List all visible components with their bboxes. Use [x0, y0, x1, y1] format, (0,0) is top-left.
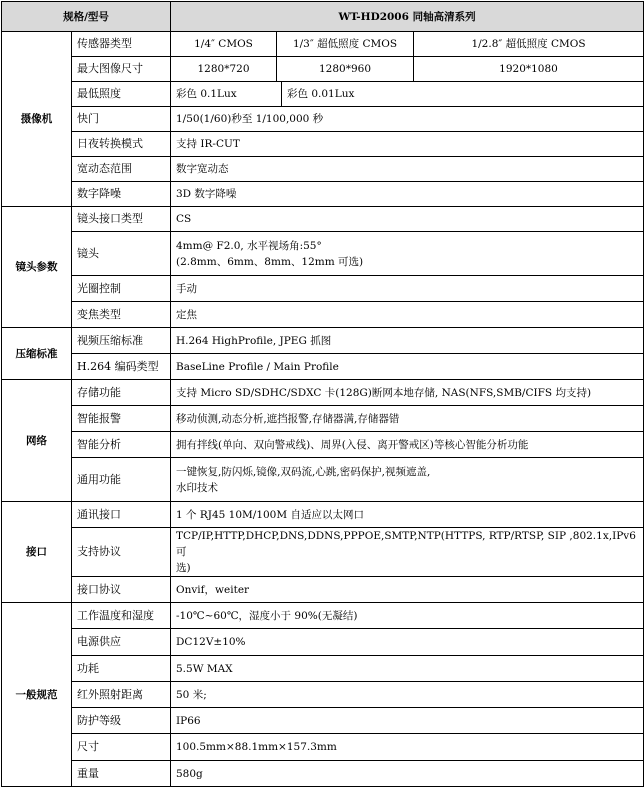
resolution-value-2: 1280*960	[277, 57, 414, 82]
header-model: WT-HD2006 同轴高清系列	[171, 2, 644, 32]
label-power: 电源供应	[72, 629, 171, 656]
label-lens: 镜头	[72, 232, 171, 276]
label-wdr: 宽动态范围	[72, 157, 171, 182]
label-temp: 工作温度和湿度	[72, 603, 171, 629]
header-label: 规格/型号	[2, 2, 171, 32]
weight-value: 580g	[171, 761, 644, 787]
temp-value: -10℃~60℃，湿度小于 90%(无凝结)	[171, 603, 644, 629]
alarm-value: 移动侦测,动态分析,遮挡报警,存储器满,存储器错	[171, 406, 644, 432]
label-comm: 通讯接口	[72, 502, 171, 528]
dnr-value: 3D 数字降噪	[171, 182, 644, 207]
lens-value	[171, 232, 644, 276]
label-general-functions: 通用功能	[72, 458, 171, 502]
lens-mount-value: CS	[171, 207, 644, 232]
iris-value: 手动	[171, 276, 644, 302]
category-camera: 摄像机	[2, 32, 72, 207]
illumination-value-1: 彩色 0.1Lux	[171, 82, 282, 107]
illumination-value-2: 彩色 0.01Lux	[282, 82, 644, 107]
comm-value: 1 个 RJ45 10M/100M 自适应以太网口	[171, 502, 644, 528]
label-storage: 存储功能	[72, 380, 171, 406]
power-value: DC12V±10%	[171, 629, 644, 656]
sensor-value-2: 1/3″ 超低照度 CMOS	[277, 32, 414, 57]
sensor-value-3: 1/2.8″ 超低照度 CMOS	[414, 32, 644, 57]
general-functions-value	[171, 458, 644, 502]
label-lens-mount: 镜头接口类型	[72, 207, 171, 232]
lens-value-line1: 4mm@ F2.0, 水平视场角:55°	[176, 239, 322, 252]
label-analysis: 智能分析	[72, 432, 171, 458]
label-resolution: 最大图像尺寸	[72, 57, 171, 82]
label-iris: 光圈控制	[72, 276, 171, 302]
access-protocol-value: Onvif，weiter	[171, 577, 644, 603]
zoom-value: 定焦	[171, 302, 644, 328]
label-protection: 防护等级	[72, 708, 171, 734]
protocols-line2: 选)	[176, 562, 191, 574]
label-ir: 红外照射距离	[72, 682, 171, 708]
lens-value-line2: (2.8mm、6mm、8mm、12mm 可选)	[176, 255, 364, 268]
wdr-value: 数字宽动态	[171, 157, 644, 182]
general-functions-line1: 一键恢复,防闪烁,镜像,双码流,心跳,密码保护,视频遮盖,	[176, 465, 431, 478]
category-lens: 镜头参数	[2, 207, 72, 328]
shutter-value: 1/50(1/60)秒至 1/100,000 秒	[171, 107, 644, 132]
label-alarm: 智能报警	[72, 406, 171, 432]
label-dnr: 数字降噪	[72, 182, 171, 207]
protocols-line1: TCP/IP,HTTP,DHCP,DNS,DDNS,PPPOE,SMTP,NTP(HTTPS, RTP/RTSP, SIP ,802.1x,IPv6 可	[176, 530, 636, 558]
sensor-value-1: 1/4″ CMOS	[171, 32, 277, 57]
size-value: 100.5mm×88.1mm×157.3mm	[171, 734, 644, 761]
storage-value: 支持 Micro SD/SDHC/SDXC 卡(128G)断网本地存储, NAS(NFS,SMB/CIFS 均支持)	[171, 380, 644, 406]
general-functions-line2: 水印技术	[176, 481, 218, 494]
label-shutter: 快门	[72, 107, 171, 132]
protection-value: IP66	[171, 708, 644, 734]
ir-value: 50 米;	[171, 682, 644, 708]
label-access-protocol: 接口协议	[72, 577, 171, 603]
protocols-value	[171, 528, 644, 577]
label-sensor: 传感器类型	[72, 32, 171, 57]
label-protocols: 支持协议	[72, 528, 171, 577]
category-interface: 接口	[2, 502, 72, 603]
label-zoom: 变焦类型	[72, 302, 171, 328]
resolution-value-1: 1280*720	[171, 57, 277, 82]
consumption-value: 5.5W MAX	[171, 656, 644, 682]
label-daynight: 日夜转换模式	[72, 132, 171, 157]
category-general: 一般规范	[2, 603, 72, 787]
category-compression: 压缩标准	[2, 328, 72, 380]
spec-table	[1, 1, 644, 787]
video-compression-value: H.264 HighProfile, JPEG 抓图	[171, 328, 644, 354]
label-size: 尺寸	[72, 734, 171, 761]
label-weight: 重量	[72, 761, 171, 787]
label-consumption: 功耗	[72, 656, 171, 682]
category-network: 网络	[2, 380, 72, 502]
h264-value: BaseLine Profile / Main Profile	[171, 354, 644, 380]
analysis-value: 拥有拌线(单向、双向警戒线)、周界(入侵、离开警戒区)等核心智能分析功能	[171, 432, 644, 458]
label-illumination: 最低照度	[72, 82, 171, 107]
label-h264: H.264 编码类型	[72, 354, 171, 380]
daynight-value: 支持 IR-CUT	[171, 132, 644, 157]
resolution-value-3: 1920*1080	[414, 57, 644, 82]
label-video-compression: 视频压缩标准	[72, 328, 171, 354]
